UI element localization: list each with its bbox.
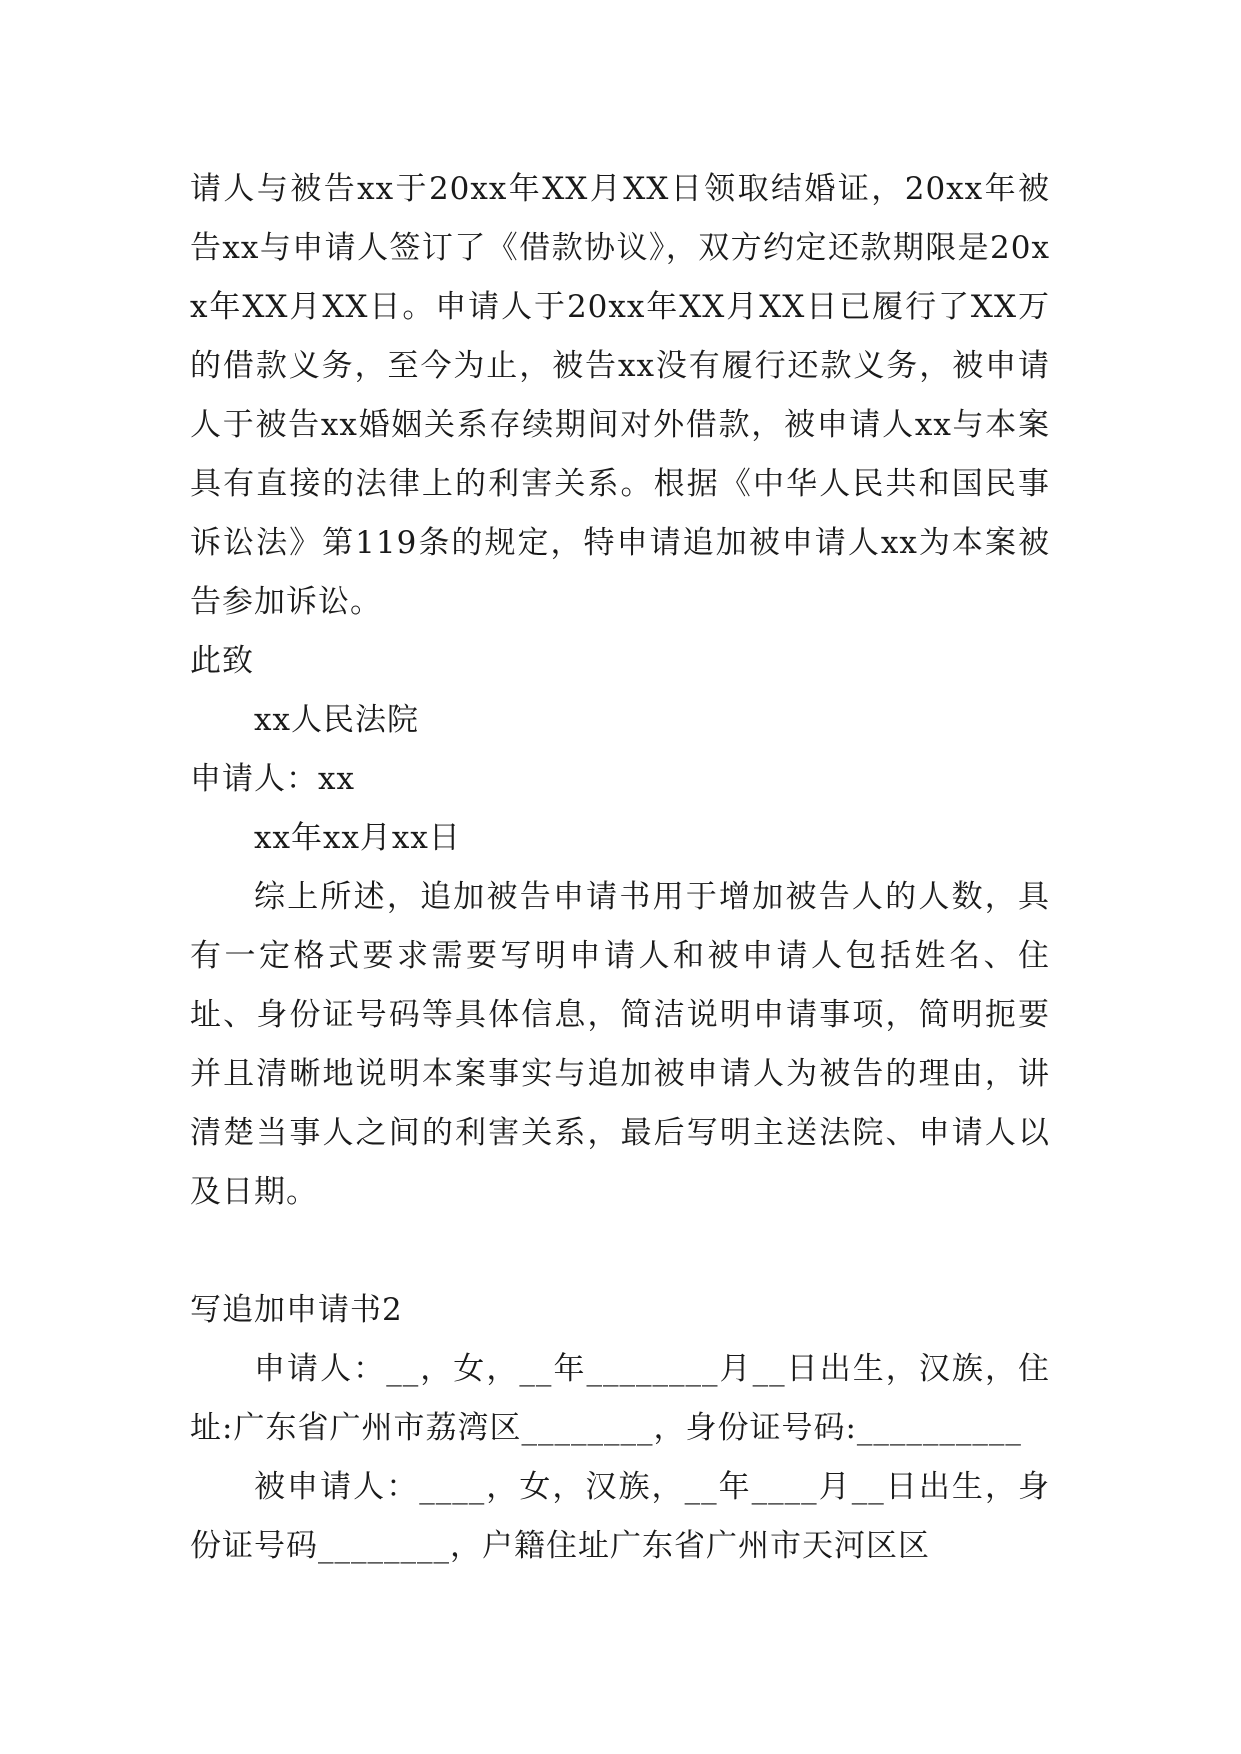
summary-paragraph: 综上所述，追加被告申请书用于增加被告人的人数，具有一定格式要求需要写明申请人和被申请人包括姓名、住址、身份证号码等具体信息，简洁说明申请事项，简明扼要并且清晰地说明本案事实与追加被申请人为被告的理由，讲清楚当事人之间的利害关系，最后写明主送法院、申请人以及日期。 bbox=[190, 879, 1050, 1210]
body-paragraph: 请人与被告xx于20xx年XX月XX日领取结婚证，20xx年被告xx与申请人签订了《借款协议》，双方约定还款期限是20xx年XX月XX日。申请人于20xx年XX月XX日已履行了XX万的借款义务，至今为止，被告xx没有履行还款义务，被申请人于被告xx婚姻关系存续期间对外借款，被申请人xx与本案具有直接的法律上的利害关系。根据《中华人民共和国民事诉讼法》第119条的规定，特申请追加被申请人xx为本案被告参加诉讼。 bbox=[190, 171, 1050, 620]
applicant-signature: 申请人：xx bbox=[190, 761, 355, 797]
court-name: xx人民法院 bbox=[254, 702, 419, 738]
respondent-info-paragraph: 被申请人：____，女，汉族，__年____月__日出生，身份证号码________，户籍住址广东省广州市天河区区 bbox=[190, 1469, 1050, 1564]
applicant-info-paragraph: 申请人：__，女，__年________月__日出生，汉族，住址:广东省广州市荔湾区________，身份证号码:__________ bbox=[190, 1351, 1050, 1446]
blank-line bbox=[190, 1222, 1050, 1281]
section-title: 写追加申请书2 bbox=[190, 1292, 403, 1328]
salutation: 此致 bbox=[190, 643, 254, 679]
document-body bbox=[190, 160, 1050, 1576]
signature-date: xx年xx月xx日 bbox=[254, 820, 461, 856]
